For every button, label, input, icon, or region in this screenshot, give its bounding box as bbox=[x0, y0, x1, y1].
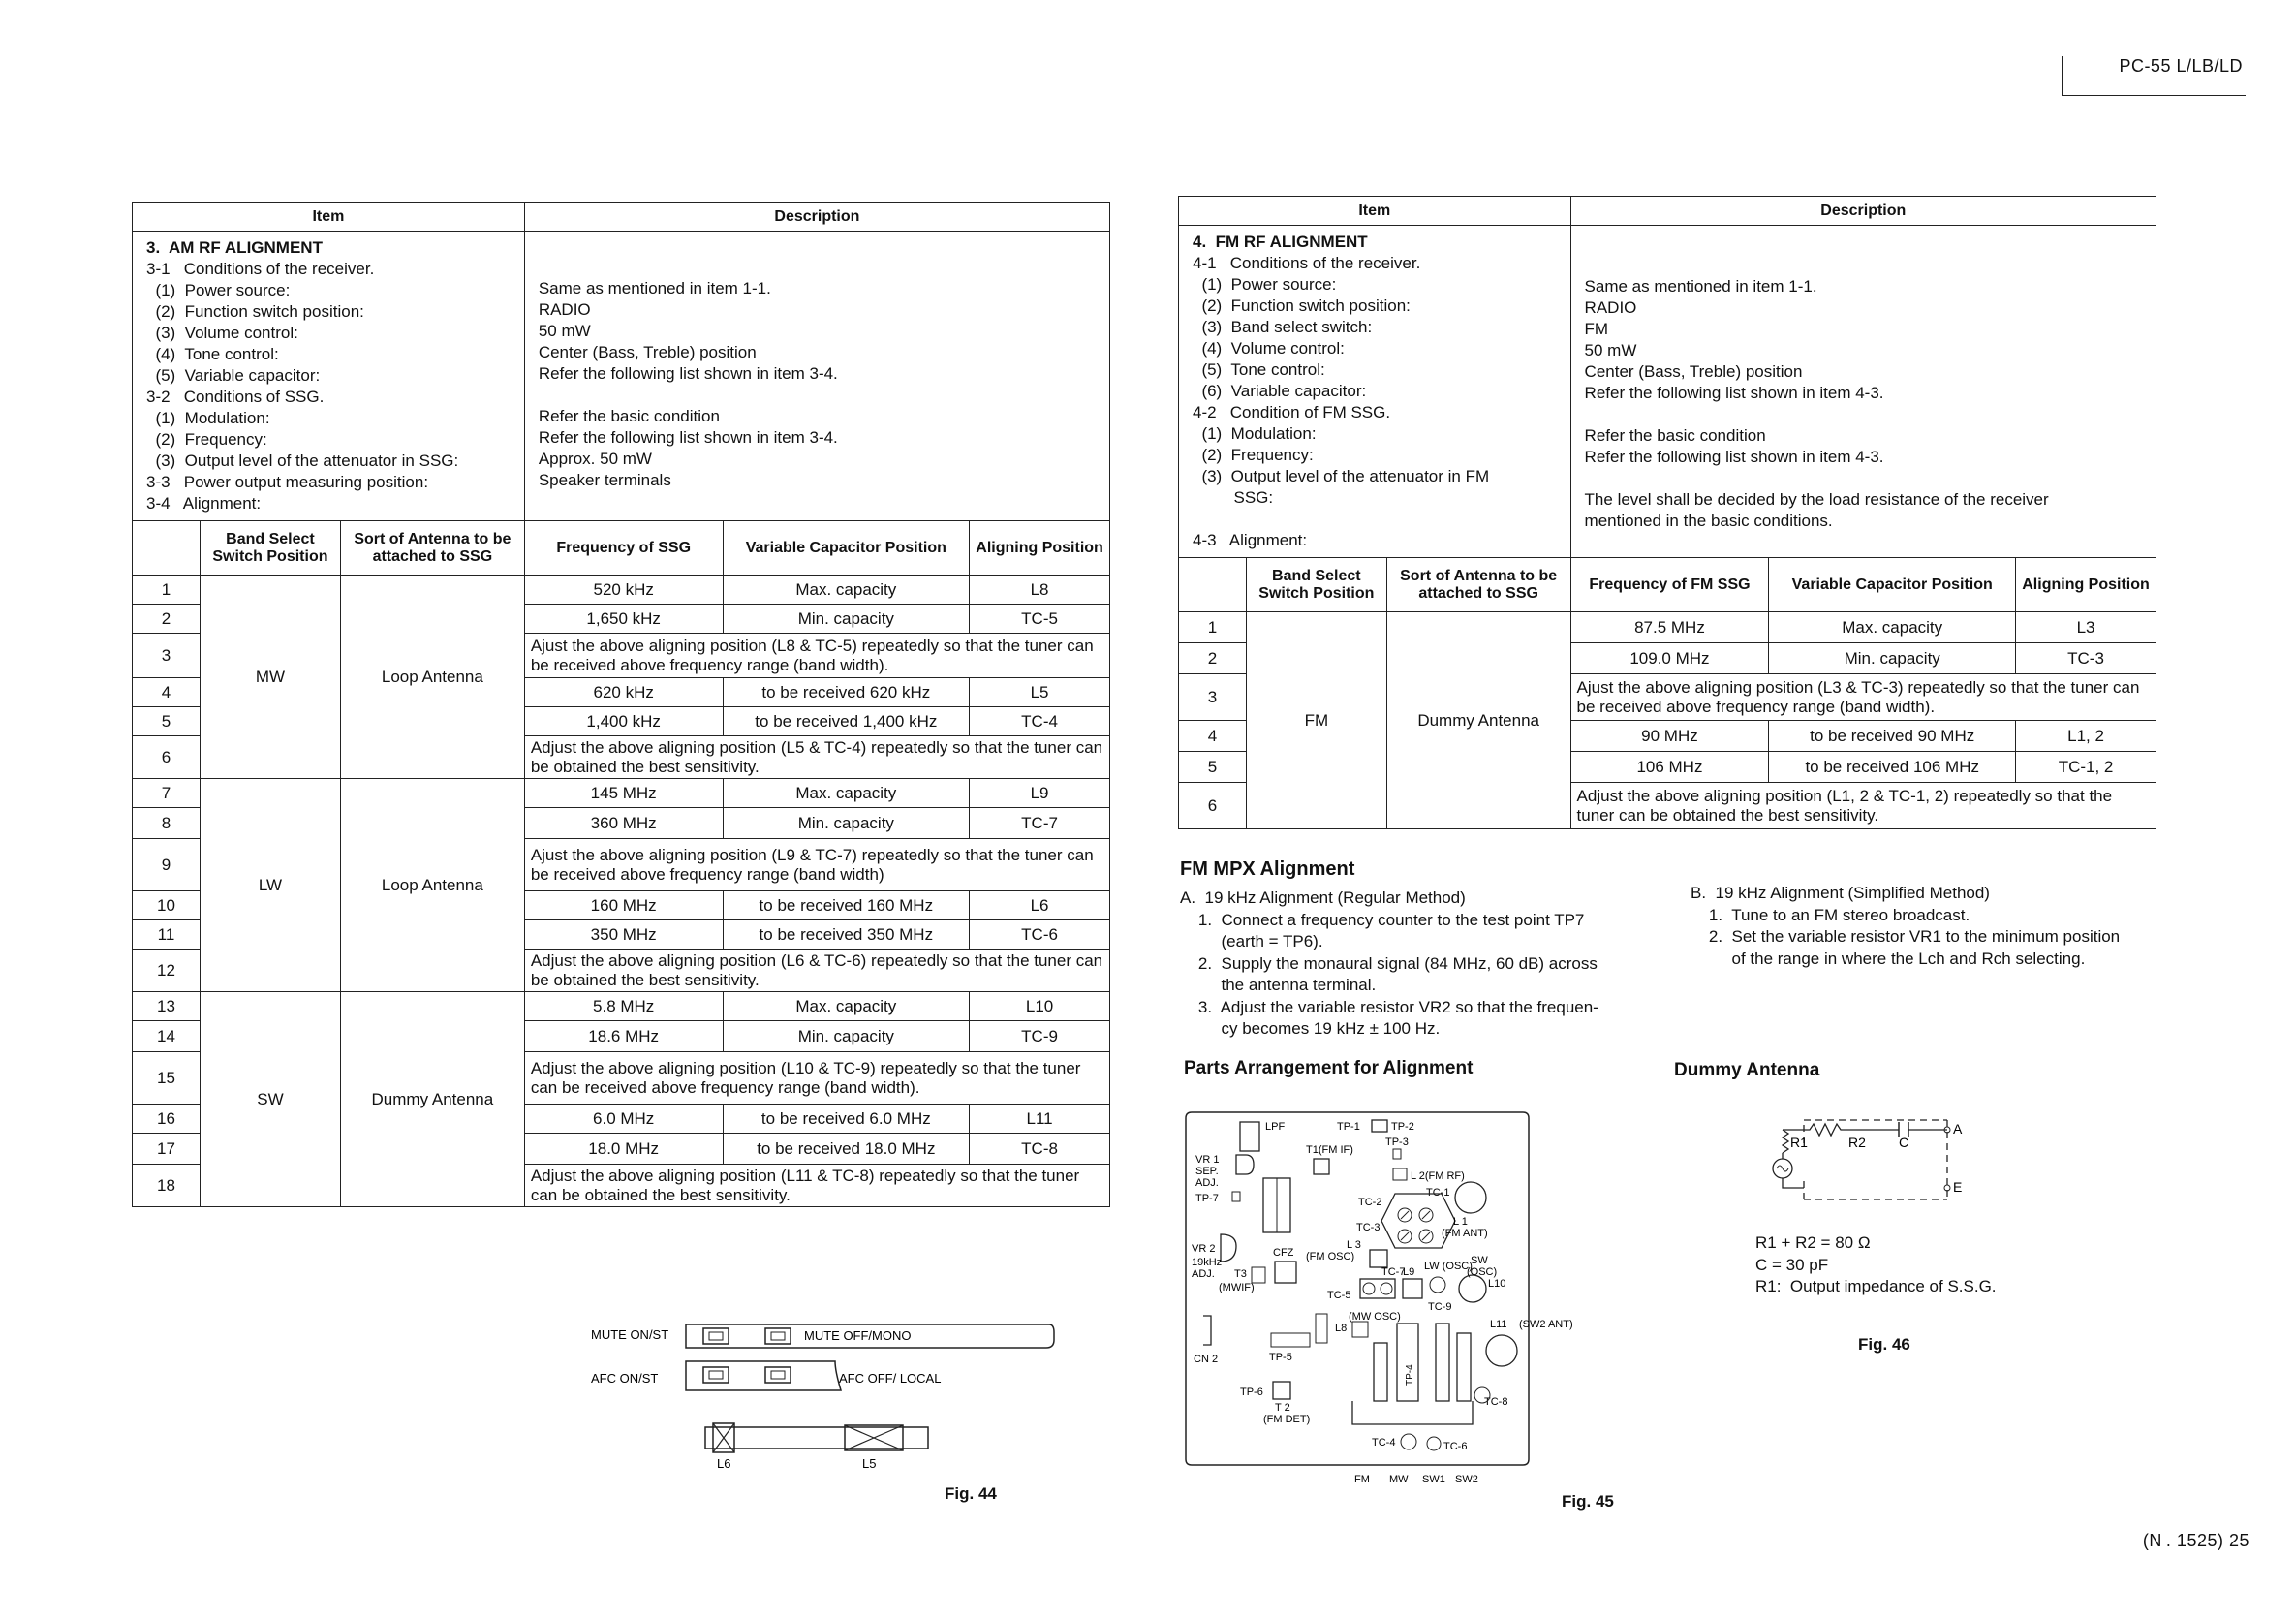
fm-mpx-method-b bbox=[1691, 883, 2233, 970]
aligning-position: L3 bbox=[2016, 612, 2156, 643]
item-line: 3-2 Conditions of SSG. bbox=[146, 388, 325, 406]
afc-off-label: AFC OFF/ LOCAL bbox=[839, 1371, 942, 1386]
item-line bbox=[1193, 509, 1557, 530]
r1-label: R1 bbox=[1790, 1135, 1808, 1150]
aligning-header: Aligning Position bbox=[970, 521, 1110, 576]
aligning-header: Aligning Position bbox=[2016, 558, 2156, 612]
description-line: Refer the following list shown in item 4-3. bbox=[1584, 384, 1884, 402]
tp3-label: TP-3 bbox=[1385, 1137, 1409, 1148]
description-line: 50 mW bbox=[538, 322, 591, 340]
item-line: 4-2 Condition of FM SSG. bbox=[1193, 403, 1391, 421]
alignment-note: Ajust the above aligning position (L8 & TC-5) repeatedly so that the tuner can be received above frequency range (band width). bbox=[524, 634, 1109, 678]
step-number: 16 bbox=[133, 1105, 201, 1134]
model-number: PC-55 L/LB/LD bbox=[2119, 56, 2243, 76]
description-line: FM bbox=[1584, 320, 1609, 338]
vr1-label: VR 1 bbox=[1195, 1154, 1220, 1166]
frequency-header: Frequency of FM SSG bbox=[1570, 558, 1769, 612]
item-line: (3) Band select switch: bbox=[1193, 318, 1373, 336]
band-select-cell: MW bbox=[200, 576, 340, 779]
description-line bbox=[1585, 468, 2142, 489]
description-line: RADIO bbox=[1584, 298, 1637, 317]
mute-switch-1 bbox=[703, 1328, 729, 1344]
method-b-step: of the range in where the Lch and Rch selecting. bbox=[1691, 949, 2086, 968]
item-line: (3) Output level of the attenuator in FM bbox=[1193, 467, 1490, 485]
ssg-frequency: 160 MHz bbox=[524, 891, 723, 920]
item-line: 4-3 Alignment: bbox=[1193, 531, 1308, 549]
item-header: Item bbox=[1179, 197, 1571, 226]
band-select-cell: FM bbox=[1246, 612, 1386, 829]
dummy-antenna-title: Dummy Antenna bbox=[1674, 1060, 1820, 1080]
am-rf-alignment-table bbox=[132, 202, 1110, 1207]
t2-label: T 2 bbox=[1275, 1402, 1290, 1414]
ssg-frequency: 90 MHz bbox=[1570, 721, 1769, 752]
mw-label: MW bbox=[1389, 1474, 1409, 1485]
t1-label: T1(FM IF) bbox=[1306, 1144, 1353, 1156]
step-number: 3 bbox=[133, 634, 201, 678]
lpf-label: LPF bbox=[1265, 1121, 1286, 1133]
item-line: (5) Tone control: bbox=[1193, 360, 1325, 379]
cn2-label: CN 2 bbox=[1194, 1354, 1219, 1365]
method-b-title: B. 19 kHz Alignment (Simplified Method) bbox=[1691, 884, 1990, 902]
tc1-label: TC-1 bbox=[1426, 1187, 1450, 1199]
adj2-label: ADJ. bbox=[1192, 1268, 1215, 1280]
afc-switch-2 bbox=[765, 1367, 791, 1383]
19khz-label: 19kHz bbox=[1192, 1257, 1223, 1268]
varcap-header: Variable Capacitor Position bbox=[723, 521, 970, 576]
aligning-position: TC-6 bbox=[970, 920, 1110, 950]
item-line: (5) Variable capacitor: bbox=[146, 366, 321, 385]
fm-rf-alignment-table bbox=[1178, 196, 2156, 829]
description-line: Refer the following list shown in item 3-4. bbox=[538, 364, 838, 383]
tc5-label: TC-5 bbox=[1327, 1290, 1351, 1301]
fig44-switch-diagram bbox=[581, 1313, 1085, 1497]
mw-if-label: (MWIF) bbox=[1219, 1282, 1255, 1293]
aligning-position: L9 bbox=[970, 779, 1110, 808]
varcap-position: Min. capacity bbox=[1769, 643, 2016, 674]
description-line: Refer the following list shown in item 3-4. bbox=[538, 428, 838, 447]
sw2-ant-label: (SW2 ANT) bbox=[1519, 1319, 1573, 1330]
tc2-label: TC-2 bbox=[1358, 1197, 1382, 1208]
tc3-label: TC-3 bbox=[1356, 1222, 1381, 1233]
antenna-header: Sort of Antenna to be attached to SSG bbox=[340, 521, 524, 576]
method-a-step: (earth = TP6). bbox=[1180, 932, 1323, 950]
ssg-frequency: 5.8 MHz bbox=[524, 992, 723, 1021]
fm-osc-label: (FM OSC) bbox=[1306, 1251, 1355, 1262]
method-a-step: 1. Connect a frequency counter to the test point TP7 bbox=[1180, 910, 1585, 929]
ssg-frequency: 360 MHz bbox=[524, 808, 723, 839]
description-line: Same as mentioned in item 1-1. bbox=[1584, 277, 1817, 296]
method-a-step: cy becomes 19 kHz ± 100 Hz. bbox=[1180, 1019, 1441, 1038]
alignment-note: Adjust the above aligning position (L5 & TC-4) repeatedly so that the tuner can be obtained the best sensitivity. bbox=[524, 736, 1109, 779]
aligning-position: L5 bbox=[970, 678, 1110, 707]
aligning-position: TC-9 bbox=[970, 1021, 1110, 1052]
step-number: 11 bbox=[133, 920, 201, 950]
ssg-frequency: 1,650 kHz bbox=[524, 605, 723, 634]
fm-mpx-method-a bbox=[1180, 888, 1703, 1041]
item-line: 3-4 Alignment: bbox=[146, 494, 262, 513]
frequency-header: Frequency of SSG bbox=[524, 521, 723, 576]
description-header: Description bbox=[524, 202, 1109, 232]
description-line: Speaker terminals bbox=[538, 471, 671, 489]
method-a-step: the antenna terminal. bbox=[1180, 976, 1377, 994]
ssg-frequency: 87.5 MHz bbox=[1570, 612, 1769, 643]
l6-label: L6 bbox=[717, 1456, 731, 1471]
fig44-caption: Fig. 44 bbox=[945, 1484, 997, 1503]
item-line: (3) Output level of the attenuator in SSG: bbox=[146, 452, 459, 470]
aligning-position: L1, 2 bbox=[2016, 721, 2156, 752]
mw-osc-label: (MW OSC) bbox=[1349, 1311, 1401, 1323]
description-line: RADIO bbox=[538, 300, 591, 319]
antenna-header: Sort of Antenna to be attached to SSG bbox=[1386, 558, 1570, 612]
step-number: 2 bbox=[1179, 643, 1247, 674]
band-select-cell: LW bbox=[200, 779, 340, 992]
description-line: Refer the basic condition bbox=[538, 407, 720, 425]
ssg-frequency: 1,400 kHz bbox=[524, 707, 723, 736]
lw-osc-label: LW (OSC) bbox=[1424, 1261, 1473, 1272]
alignment-note: Adjust the above aligning position (L11 & TC-8) repeatedly so that the tuner can be obtained the best sensitivity. bbox=[524, 1165, 1109, 1207]
varcap-position: Max. capacity bbox=[723, 779, 970, 808]
ssg-frequency: 620 kHz bbox=[524, 678, 723, 707]
tc6-label: TC-6 bbox=[1443, 1441, 1468, 1452]
description-line: The level shall be decided by the load resistance of the receiver bbox=[1584, 490, 2049, 509]
varcap-position: to be received 18.0 MHz bbox=[723, 1134, 970, 1165]
step-number: 9 bbox=[133, 839, 201, 891]
varcap-position: to be received 620 kHz bbox=[723, 678, 970, 707]
description-line: 50 mW bbox=[1584, 341, 1637, 359]
fig45-caption: Fig. 45 bbox=[1562, 1492, 1614, 1511]
spec-line: R1: Output impedance of S.S.G. bbox=[1755, 1277, 1997, 1295]
aligning-position: L10 bbox=[970, 992, 1110, 1021]
step-number: 5 bbox=[1179, 752, 1247, 783]
step-number: 4 bbox=[1179, 721, 1247, 752]
mute-off-label: MUTE OFF/MONO bbox=[804, 1328, 912, 1343]
description-line: Approx. 50 mW bbox=[538, 450, 652, 468]
sw2-label: SW2 bbox=[1455, 1474, 1478, 1485]
l3-label: L 3 bbox=[1347, 1239, 1361, 1251]
varcap-position: to be received 350 MHz bbox=[723, 920, 970, 950]
fm-label: FM bbox=[1354, 1474, 1370, 1485]
item-line: 3-3 Power output measuring position: bbox=[146, 473, 429, 491]
step-number: 3 bbox=[1179, 674, 1247, 721]
cfz-label: CFZ bbox=[1273, 1247, 1294, 1259]
l1-label: L 1 bbox=[1453, 1216, 1468, 1228]
aligning-position: L8 bbox=[970, 576, 1110, 605]
description-list bbox=[524, 232, 1109, 521]
description-line bbox=[539, 385, 1096, 406]
header-underline bbox=[2062, 95, 2246, 96]
item-line: (1) Modulation: bbox=[1193, 424, 1317, 443]
item-line: (6) Variable capacitor: bbox=[1193, 382, 1367, 400]
tp7-label: TP-7 bbox=[1195, 1193, 1219, 1204]
method-a-step: 2. Supply the monaural signal (84 MHz, 60 dB) across bbox=[1180, 953, 1598, 973]
step-number: 15 bbox=[133, 1052, 201, 1105]
description-line bbox=[1585, 404, 2142, 425]
varcap-position: Max. capacity bbox=[723, 576, 970, 605]
step-number: 14 bbox=[133, 1021, 201, 1052]
description-line: Refer the following list shown in item 4-3. bbox=[1584, 448, 1884, 466]
l10-label: L10 bbox=[1488, 1278, 1506, 1290]
sw-label: SW bbox=[1471, 1255, 1488, 1266]
fm-det-label: (FM DET) bbox=[1263, 1414, 1311, 1425]
antenna-cell: Dummy Antenna bbox=[1386, 612, 1570, 829]
item-line: (4) Tone control: bbox=[146, 345, 279, 363]
afc-on-label: AFC ON/ST bbox=[591, 1371, 659, 1386]
r2-label: R2 bbox=[1848, 1135, 1866, 1150]
vr2-label: VR 2 bbox=[1192, 1243, 1216, 1255]
aligning-position: TC-5 bbox=[970, 605, 1110, 634]
aligning-position: L11 bbox=[970, 1105, 1110, 1134]
spec-line: R1 + R2 = 80 Ω bbox=[1755, 1233, 1871, 1252]
alignment-note: Adjust the above aligning position (L1, 2 & TC-1, 2) repeatedly so that the tuner can be obtained the best sensitivity. bbox=[1570, 783, 2156, 829]
method-b-step: 2. Set the variable resistor VR1 to the minimum position bbox=[1691, 927, 2121, 946]
step-number: 17 bbox=[133, 1134, 201, 1165]
sw-osc-label: (OSC) bbox=[1467, 1266, 1498, 1278]
tc8-label: TC-8 bbox=[1484, 1396, 1508, 1408]
aligning-position: TC-7 bbox=[970, 808, 1110, 839]
page-number: (N . 1525) 25 bbox=[2142, 1531, 2249, 1550]
header-bracket bbox=[2062, 56, 2063, 95]
step-number: 7 bbox=[133, 779, 201, 808]
tp2-label: TP-2 bbox=[1391, 1121, 1414, 1133]
sw1-label: SW1 bbox=[1422, 1474, 1445, 1485]
fig45-parts-arrangement bbox=[1182, 1105, 1628, 1492]
item-line: 3-1 Conditions of the receiver. bbox=[146, 260, 375, 278]
step-number: 6 bbox=[133, 736, 201, 779]
varcap-position: to be received 90 MHz bbox=[1769, 721, 2016, 752]
item-list bbox=[1179, 226, 1571, 558]
alignment-row bbox=[133, 779, 1110, 808]
e-terminal-label: E bbox=[1953, 1179, 1963, 1195]
item-line: (1) Power source: bbox=[146, 281, 291, 299]
c-label: C bbox=[1899, 1135, 1909, 1150]
varcap-position: Min. capacity bbox=[723, 1021, 970, 1052]
tc7-label: TC-7 bbox=[1381, 1266, 1406, 1278]
alignment-note: Ajust the above aligning position (L9 & TC-7) repeatedly so that the tuner can be received above frequency range (band width) bbox=[524, 839, 1109, 891]
spec-line: C = 30 pF bbox=[1755, 1255, 1829, 1274]
step-number: 12 bbox=[133, 950, 201, 992]
ssg-frequency: 109.0 MHz bbox=[1570, 643, 1769, 674]
varcap-position: to be received 160 MHz bbox=[723, 891, 970, 920]
parts-arrangement-title: Parts Arrangement for Alignment bbox=[1184, 1058, 1474, 1078]
alignment-note: Ajust the above aligning position (L3 & TC-3) repeatedly so that the tuner can be received above frequency range (band width). bbox=[1570, 674, 2156, 721]
step-number: 5 bbox=[133, 707, 201, 736]
tc4-label: TC-4 bbox=[1372, 1437, 1396, 1449]
method-a-step: 3. Adjust the variable resistor VR2 so that the frequen- bbox=[1180, 997, 1598, 1016]
ssg-frequency: 350 MHz bbox=[524, 920, 723, 950]
item-line: (2) Frequency: bbox=[1193, 446, 1314, 464]
l11-label: L11 bbox=[1490, 1319, 1507, 1330]
aligning-position: TC-3 bbox=[2016, 643, 2156, 674]
alignment-header-row bbox=[133, 521, 1110, 576]
alignment-header-row bbox=[1179, 558, 2156, 612]
fm-ant-label: (FM ANT) bbox=[1442, 1228, 1488, 1239]
sep-label: SEP. bbox=[1195, 1166, 1219, 1177]
description-line: Refer the basic condition bbox=[1584, 426, 1766, 445]
item-header: Item bbox=[133, 202, 525, 232]
aligning-position: TC-8 bbox=[970, 1134, 1110, 1165]
antenna-cell: Dummy Antenna bbox=[340, 992, 524, 1207]
step-number: 1 bbox=[133, 576, 201, 605]
mute-on-label: MUTE ON/ST bbox=[591, 1327, 669, 1342]
ssg-frequency: 18.6 MHz bbox=[524, 1021, 723, 1052]
step-number: 4 bbox=[133, 678, 201, 707]
antenna-cell: Loop Antenna bbox=[340, 779, 524, 992]
ssg-frequency: 106 MHz bbox=[1570, 752, 1769, 783]
varcap-position: to be received 1,400 kHz bbox=[723, 707, 970, 736]
aligning-position: L6 bbox=[970, 891, 1110, 920]
alignment-row bbox=[1179, 612, 2156, 643]
description-line: Same as mentioned in item 1-1. bbox=[538, 279, 771, 297]
band-select-header: Band Select Switch Position bbox=[1246, 558, 1386, 612]
description-header: Description bbox=[1570, 197, 2156, 226]
step-number: 13 bbox=[133, 992, 201, 1021]
varcap-position: Max. capacity bbox=[723, 992, 970, 1021]
item-line: (1) Modulation: bbox=[146, 409, 270, 427]
description-line: mentioned in the basic conditions. bbox=[1584, 512, 1833, 530]
ssg-frequency: 18.0 MHz bbox=[524, 1134, 723, 1165]
coil-board bbox=[705, 1427, 928, 1449]
step-number: 18 bbox=[133, 1165, 201, 1207]
adj-label: ADJ. bbox=[1195, 1177, 1219, 1189]
fig46-dummy-antenna-circuit bbox=[1753, 1105, 1967, 1211]
varcap-position: to be received 106 MHz bbox=[1769, 752, 2016, 783]
varcap-position: Min. capacity bbox=[723, 605, 970, 634]
varcap-position: Min. capacity bbox=[723, 808, 970, 839]
varcap-position: Max. capacity bbox=[1769, 612, 2016, 643]
tc9-label: TC-9 bbox=[1428, 1301, 1452, 1313]
afc-switch-1 bbox=[703, 1367, 729, 1383]
item-line: 4-1 Conditions of the receiver. bbox=[1193, 254, 1421, 272]
tp5-label: TP-5 bbox=[1269, 1352, 1292, 1363]
varcap-header: Variable Capacitor Position bbox=[1769, 558, 2016, 612]
l9-label: L9 bbox=[1403, 1266, 1415, 1278]
tp6-label: TP-6 bbox=[1240, 1386, 1263, 1398]
tp4-label: TP-4 bbox=[1405, 1364, 1415, 1386]
alignment-row bbox=[133, 576, 1110, 605]
ssg-frequency: 520 kHz bbox=[524, 576, 723, 605]
band-select-cell: SW bbox=[200, 992, 340, 1207]
antenna-cell: Loop Antenna bbox=[340, 576, 524, 779]
method-a-title: A. 19 kHz Alignment (Regular Method) bbox=[1180, 888, 1466, 907]
l8-label: L8 bbox=[1335, 1323, 1348, 1334]
description-list bbox=[1570, 226, 2156, 558]
item-list bbox=[133, 232, 525, 521]
step-number: 6 bbox=[1179, 783, 1247, 829]
item-line: (3) Volume control: bbox=[146, 324, 298, 342]
varcap-position: to be received 6.0 MHz bbox=[723, 1105, 970, 1134]
dummy-antenna-specs bbox=[1755, 1232, 1997, 1298]
section-title: 4. FM RF ALIGNMENT bbox=[1193, 233, 1368, 251]
step-number: 10 bbox=[133, 891, 201, 920]
item-line: (2) Frequency: bbox=[146, 430, 267, 449]
step-number: 1 bbox=[1179, 612, 1247, 643]
section-title: 3. AM RF ALIGNMENT bbox=[146, 238, 323, 257]
alignment-note: Adjust the above aligning position (L10 & TC-9) repeatedly so that the tuner can be received above frequency range (band width). bbox=[524, 1052, 1109, 1105]
ssg-frequency: 6.0 MHz bbox=[524, 1105, 723, 1134]
alignment-row bbox=[133, 992, 1110, 1021]
item-line: (4) Volume control: bbox=[1193, 339, 1345, 358]
step-number: 2 bbox=[133, 605, 201, 634]
aligning-position: TC-4 bbox=[970, 707, 1110, 736]
fig46-caption: Fig. 46 bbox=[1858, 1335, 1910, 1354]
tp1-label: TP-1 bbox=[1337, 1121, 1360, 1133]
item-line: (2) Function switch position: bbox=[146, 302, 364, 321]
alignment-note: Adjust the above aligning position (L6 & TC-6) repeatedly so that the tuner can be obtained the best sensitivity. bbox=[524, 950, 1109, 992]
item-line: SSG: bbox=[1193, 488, 1274, 507]
ssg-frequency: 145 MHz bbox=[524, 779, 723, 808]
method-b-step: 1. Tune to an FM stereo broadcast. bbox=[1691, 905, 1970, 924]
item-line: (2) Function switch position: bbox=[1193, 296, 1411, 315]
a-terminal-label: A bbox=[1953, 1121, 1963, 1137]
band-select-header: Band Select Switch Position bbox=[200, 521, 340, 576]
description-line: Center (Bass, Treble) position bbox=[1584, 362, 1803, 381]
step-number: 8 bbox=[133, 808, 201, 839]
l2-label: L 2(FM RF) bbox=[1411, 1170, 1465, 1182]
mute-switch-2 bbox=[765, 1328, 791, 1344]
item-line: (1) Power source: bbox=[1193, 275, 1337, 294]
fm-mpx-title: FM MPX Alignment bbox=[1180, 858, 1355, 880]
t3-label: T3 bbox=[1234, 1268, 1247, 1280]
aligning-position: TC-1, 2 bbox=[2016, 752, 2156, 783]
l5-label: L5 bbox=[862, 1456, 877, 1471]
description-line: Center (Bass, Treble) position bbox=[538, 343, 757, 361]
